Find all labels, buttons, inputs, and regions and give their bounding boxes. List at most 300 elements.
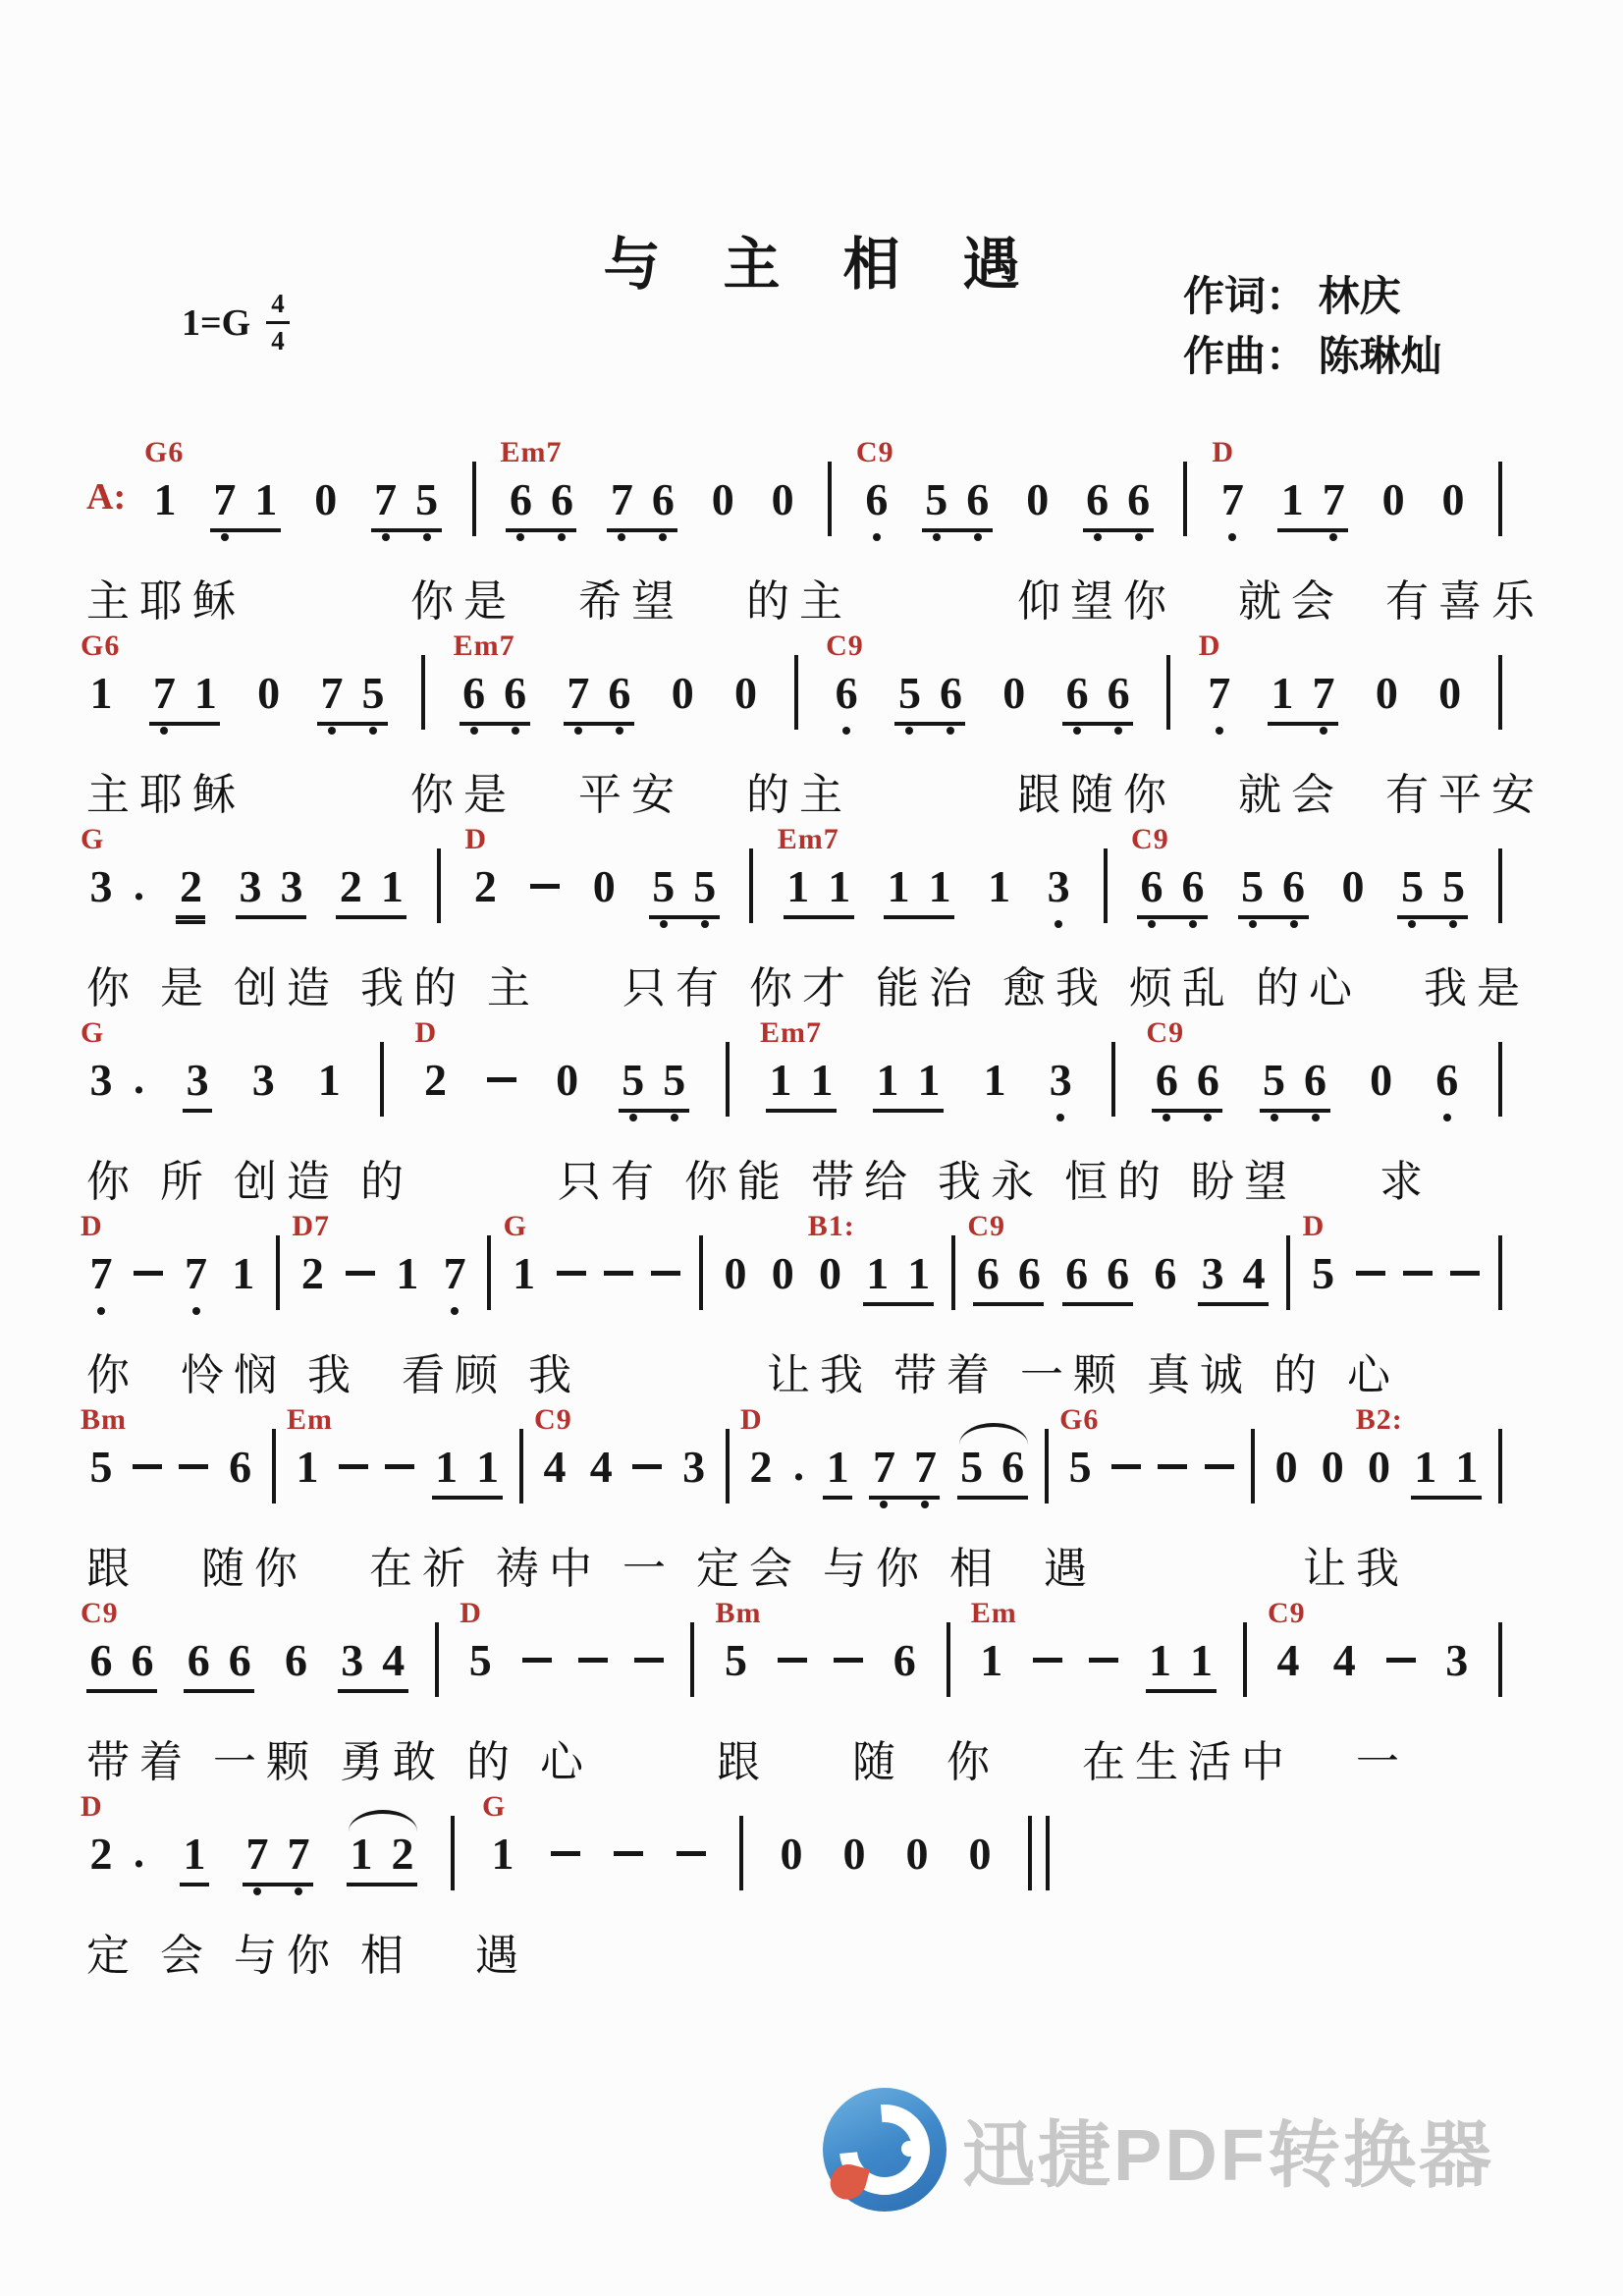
note: 1 bbox=[89, 668, 113, 718]
chord-label: C9 bbox=[81, 1597, 119, 1629]
beam bbox=[86, 861, 146, 915]
aug-dot: . bbox=[134, 1829, 144, 1877]
note: 1 bbox=[1280, 474, 1304, 524]
beam bbox=[922, 474, 993, 532]
note-group bbox=[236, 861, 306, 919]
note-group bbox=[347, 1831, 417, 1886]
note: 5 bbox=[468, 1635, 492, 1685]
section-label: B2: bbox=[1355, 1403, 1403, 1436]
barline bbox=[472, 462, 476, 536]
note: 6 bbox=[187, 1635, 210, 1685]
note-group bbox=[884, 861, 954, 919]
note: 6 bbox=[966, 474, 990, 524]
note: 2 bbox=[391, 1829, 414, 1879]
note: 7 bbox=[1312, 668, 1335, 718]
beam bbox=[149, 668, 220, 726]
note: 5 bbox=[652, 861, 676, 911]
note: 6 bbox=[1155, 1055, 1178, 1105]
time-numerator: 4 bbox=[266, 291, 290, 324]
note: 7 bbox=[245, 1829, 269, 1879]
beam bbox=[236, 861, 306, 919]
beam bbox=[282, 1635, 311, 1689]
beam bbox=[668, 668, 697, 722]
beam bbox=[317, 668, 388, 726]
chord-label: G bbox=[482, 1790, 507, 1823]
time-denominator: 4 bbox=[271, 326, 285, 355]
note: 0 bbox=[556, 1055, 579, 1105]
note-group bbox=[980, 1055, 1009, 1109]
dash-note bbox=[557, 1271, 586, 1276]
note-group bbox=[414, 1016, 450, 1109]
note: 6 bbox=[1086, 474, 1109, 524]
beam bbox=[182, 1248, 211, 1302]
note-group bbox=[243, 1831, 313, 1886]
chord-label: D bbox=[1212, 436, 1235, 468]
chord-label: D7 bbox=[292, 1210, 330, 1242]
beam bbox=[336, 861, 406, 919]
barline bbox=[1498, 1622, 1502, 1697]
beam bbox=[985, 861, 1014, 915]
note-group bbox=[777, 1831, 806, 1883]
note: 5 bbox=[622, 1055, 645, 1105]
note-group bbox=[176, 861, 205, 919]
note-group bbox=[1059, 1403, 1100, 1496]
note-group bbox=[970, 1597, 1017, 1689]
notation-line bbox=[81, 1208, 1502, 1310]
barline bbox=[435, 1622, 439, 1697]
systems bbox=[81, 434, 1544, 1982]
beam bbox=[553, 1055, 582, 1109]
note-group bbox=[564, 668, 634, 726]
chord-label: Em7 bbox=[453, 629, 515, 662]
note-group bbox=[1438, 474, 1468, 528]
beam bbox=[86, 1248, 116, 1302]
note: 2 bbox=[423, 1055, 447, 1105]
beam bbox=[210, 474, 281, 532]
note-group bbox=[534, 1403, 572, 1496]
note: 6 bbox=[865, 474, 889, 524]
note: 7 bbox=[213, 474, 237, 524]
note-group bbox=[248, 1055, 278, 1109]
note: 1 bbox=[917, 1055, 941, 1105]
note-group bbox=[1302, 1210, 1338, 1302]
barline bbox=[487, 1235, 491, 1310]
beam bbox=[863, 1248, 934, 1306]
beam bbox=[1046, 1055, 1075, 1109]
note: 1 bbox=[928, 861, 951, 911]
beam bbox=[973, 1248, 1044, 1306]
note-group bbox=[1433, 1055, 1462, 1109]
barline bbox=[380, 1042, 384, 1117]
note: 6 bbox=[285, 1635, 307, 1685]
note-group bbox=[1212, 436, 1247, 528]
note: 1 bbox=[769, 1055, 792, 1105]
beam bbox=[1364, 1442, 1393, 1496]
note-group bbox=[81, 1597, 157, 1693]
barline bbox=[749, 848, 753, 923]
note: 7 bbox=[320, 668, 344, 718]
beam bbox=[506, 474, 576, 532]
note: 6 bbox=[835, 668, 858, 718]
note: 0 bbox=[771, 474, 794, 524]
note: 6 bbox=[1107, 1248, 1130, 1298]
lyrics-line: 你 所 创造 的 只有 你能 带给 我永 恒的 盼望 求 bbox=[86, 1158, 1433, 1206]
barline bbox=[739, 1816, 743, 1890]
barline bbox=[1251, 1429, 1255, 1503]
note: 6 bbox=[504, 668, 527, 718]
note: 6 bbox=[1127, 474, 1151, 524]
note-group bbox=[1442, 1635, 1472, 1689]
note: 1 bbox=[786, 861, 810, 911]
note-group bbox=[254, 668, 284, 722]
chord-label: C9 bbox=[855, 436, 894, 468]
note: 2 bbox=[473, 861, 497, 911]
beam bbox=[1146, 1635, 1217, 1693]
note: 1 bbox=[810, 1055, 834, 1105]
note: 7 bbox=[567, 668, 590, 718]
note: 1 bbox=[396, 1248, 419, 1298]
beam bbox=[890, 1635, 919, 1689]
note-group bbox=[826, 629, 864, 722]
note-group bbox=[453, 629, 530, 726]
note-group bbox=[336, 861, 406, 919]
chord-label: Bm bbox=[81, 1403, 127, 1436]
note: 1 bbox=[980, 1635, 1003, 1685]
beam bbox=[902, 1831, 932, 1883]
note-group bbox=[182, 1248, 211, 1302]
chord-label: D bbox=[1302, 1210, 1325, 1242]
note: 6 bbox=[1154, 1248, 1177, 1298]
note-group bbox=[586, 1442, 616, 1496]
note: 1 bbox=[296, 1442, 319, 1492]
chord-label: C9 bbox=[1268, 1597, 1306, 1629]
note: 0 bbox=[968, 1829, 992, 1879]
note-group bbox=[649, 861, 720, 919]
note: 7 bbox=[1208, 668, 1231, 718]
chord-label: G bbox=[503, 1210, 527, 1242]
system-row bbox=[81, 1788, 1502, 1982]
note-group bbox=[210, 474, 281, 532]
note: 4 bbox=[543, 1442, 567, 1492]
beam bbox=[1000, 668, 1029, 722]
chord-label: C9 bbox=[1146, 1016, 1185, 1049]
note-group bbox=[589, 861, 619, 915]
chord-label: Em7 bbox=[777, 823, 839, 855]
note-group bbox=[1372, 668, 1401, 722]
beam bbox=[1152, 1055, 1222, 1113]
note: 6 bbox=[1065, 1248, 1089, 1298]
lyrics-line: 你 是 创造 我的 主 只有 你才 能治 愈我 烦乱 的心 我是 bbox=[86, 964, 1530, 1012]
barline bbox=[421, 655, 425, 730]
dash-note bbox=[634, 1658, 664, 1663]
note: 2 bbox=[339, 861, 362, 911]
dash-note bbox=[604, 1271, 633, 1276]
note: 1 bbox=[1455, 1442, 1479, 1492]
beam bbox=[465, 1635, 495, 1689]
beam bbox=[980, 1055, 1009, 1109]
note: 1 bbox=[907, 1248, 931, 1298]
note: 5 bbox=[960, 1442, 984, 1492]
chord-label: D bbox=[1198, 629, 1221, 662]
beam bbox=[586, 1442, 616, 1496]
note-group bbox=[1198, 629, 1234, 722]
note: 2 bbox=[179, 861, 202, 911]
note: 0 bbox=[314, 474, 338, 524]
note: 3 bbox=[1445, 1635, 1469, 1685]
beam bbox=[180, 1831, 209, 1886]
system-row bbox=[81, 628, 1544, 821]
note: 7 bbox=[89, 1248, 113, 1298]
note-group bbox=[144, 436, 185, 528]
note: 6 bbox=[462, 668, 486, 718]
dash-note bbox=[134, 1271, 163, 1276]
note-group bbox=[759, 1016, 837, 1113]
note: 5 bbox=[897, 668, 921, 718]
beam bbox=[1065, 1442, 1095, 1496]
beam bbox=[777, 1831, 806, 1883]
note: 3 bbox=[251, 1055, 275, 1105]
note: 6 bbox=[89, 1635, 113, 1685]
notation-line bbox=[86, 434, 1502, 536]
note: 4 bbox=[1276, 1635, 1300, 1685]
note-group bbox=[922, 474, 993, 532]
beam bbox=[393, 1248, 422, 1302]
dash-note bbox=[1089, 1658, 1118, 1663]
beam bbox=[1271, 1442, 1301, 1496]
note: 6 bbox=[1282, 861, 1305, 911]
aug-dot: . bbox=[793, 1442, 805, 1490]
note: 0 bbox=[257, 668, 281, 718]
barline bbox=[1498, 655, 1502, 730]
note: 5 bbox=[1441, 861, 1465, 911]
note: 6 bbox=[1001, 1442, 1025, 1492]
barline bbox=[1243, 1622, 1247, 1697]
beam bbox=[1329, 1635, 1359, 1689]
note: 5 bbox=[725, 1635, 747, 1685]
beam bbox=[184, 1635, 254, 1693]
beam bbox=[607, 474, 677, 532]
note-group bbox=[967, 1210, 1044, 1306]
note: 1 bbox=[1271, 668, 1294, 718]
chord-label: Em7 bbox=[500, 436, 563, 468]
lyrics-line: 你 怜悯 我 看顾 我 让我 带着 一颗 真诚 的 心 bbox=[86, 1351, 1400, 1399]
beam bbox=[1083, 474, 1154, 532]
note-group bbox=[1131, 823, 1208, 919]
beam bbox=[420, 1055, 450, 1109]
barline bbox=[1104, 848, 1108, 923]
barline bbox=[519, 1429, 523, 1503]
note: 6 bbox=[1181, 861, 1205, 911]
dash-note bbox=[1386, 1658, 1416, 1663]
note: 1 bbox=[193, 668, 217, 718]
beam bbox=[873, 1055, 944, 1113]
chord-label: G6 bbox=[1059, 1403, 1100, 1436]
note: 6 bbox=[1435, 1055, 1459, 1105]
song-title: 与主相遇 bbox=[603, 233, 1083, 297]
note-group bbox=[1151, 1248, 1180, 1302]
beam bbox=[1062, 1248, 1133, 1306]
chord-label: D bbox=[81, 1210, 103, 1242]
note-group bbox=[1268, 1597, 1306, 1689]
note: 1 bbox=[380, 861, 404, 911]
chord-label: D bbox=[460, 1597, 482, 1629]
note-group bbox=[894, 668, 965, 726]
beam bbox=[1379, 474, 1408, 528]
note: 3 bbox=[1049, 1055, 1072, 1105]
beam bbox=[1217, 474, 1247, 528]
beam bbox=[540, 1442, 569, 1496]
note: 7 bbox=[1220, 474, 1244, 524]
beam bbox=[488, 1831, 517, 1883]
note: 1 bbox=[491, 1829, 514, 1879]
beam bbox=[86, 1442, 116, 1496]
note: 0 bbox=[1002, 668, 1026, 718]
beam bbox=[1273, 1635, 1303, 1689]
barline bbox=[726, 1429, 730, 1503]
note: 6 bbox=[1017, 1248, 1041, 1298]
time-signature bbox=[266, 291, 290, 355]
beam bbox=[766, 1055, 837, 1113]
dash-note bbox=[614, 1851, 643, 1856]
aug-dot: . bbox=[134, 861, 144, 909]
note: 0 bbox=[724, 1248, 747, 1298]
beam bbox=[371, 474, 442, 532]
note: 4 bbox=[1242, 1248, 1266, 1298]
note: 7 bbox=[872, 1442, 895, 1492]
beam bbox=[338, 1635, 408, 1693]
note: 2 bbox=[89, 1829, 113, 1879]
note-group bbox=[679, 1442, 709, 1496]
beam bbox=[721, 1248, 750, 1302]
note: 3 bbox=[341, 1635, 364, 1685]
note-group bbox=[282, 1635, 311, 1689]
note: 0 bbox=[592, 861, 616, 911]
note-group bbox=[1277, 474, 1348, 532]
system-row bbox=[81, 1208, 1502, 1401]
note-group bbox=[503, 1210, 539, 1302]
beam bbox=[311, 474, 341, 528]
note-group bbox=[287, 1403, 334, 1496]
note: 3 bbox=[682, 1442, 706, 1492]
note: 1 bbox=[866, 1248, 890, 1298]
beam bbox=[1442, 1635, 1472, 1689]
beam bbox=[823, 1442, 852, 1500]
note: 6 bbox=[1304, 1055, 1326, 1105]
chord-label: G6 bbox=[81, 629, 121, 662]
note: 0 bbox=[1026, 474, 1050, 524]
note: 0 bbox=[1341, 861, 1365, 911]
chord-label: C9 bbox=[967, 1210, 1005, 1242]
dash-note bbox=[1403, 1271, 1433, 1276]
note-group bbox=[81, 1790, 146, 1883]
beam bbox=[1137, 861, 1208, 919]
section-label: B1: bbox=[807, 1210, 855, 1242]
beam bbox=[1309, 1248, 1338, 1302]
beam bbox=[248, 1055, 278, 1109]
note-group bbox=[1355, 1403, 1482, 1500]
note-group bbox=[440, 1248, 469, 1302]
beam bbox=[86, 1831, 146, 1883]
note: 1 bbox=[1149, 1635, 1171, 1685]
note-group bbox=[668, 668, 697, 722]
beam bbox=[1438, 474, 1468, 528]
note: 5 bbox=[1263, 1055, 1285, 1105]
beam bbox=[722, 1635, 751, 1689]
note: 0 bbox=[842, 1829, 866, 1879]
note-group bbox=[1146, 1016, 1222, 1113]
chord-label: C9 bbox=[826, 629, 864, 662]
note-group bbox=[371, 474, 442, 532]
dash-note bbox=[385, 1464, 414, 1469]
note: 1 bbox=[232, 1248, 255, 1298]
chord-label: D bbox=[81, 1790, 103, 1823]
composer-credit: 作曲： 陈琳灿 bbox=[1183, 332, 1442, 379]
notation-line bbox=[81, 628, 1502, 730]
note: 0 bbox=[1370, 1055, 1393, 1105]
note: 6 bbox=[229, 1442, 252, 1492]
note: 5 bbox=[415, 474, 439, 524]
note: 4 bbox=[589, 1442, 613, 1492]
logo-dot bbox=[901, 2141, 917, 2157]
barline bbox=[1498, 1042, 1502, 1117]
note: 7 bbox=[610, 474, 633, 524]
dash-note bbox=[578, 1658, 608, 1663]
note-group bbox=[432, 1442, 503, 1500]
beam bbox=[1023, 474, 1053, 528]
chord-label: D bbox=[464, 823, 488, 855]
beam bbox=[619, 1055, 689, 1113]
note: 7 bbox=[443, 1248, 466, 1298]
note-group bbox=[184, 1635, 254, 1693]
beam bbox=[1318, 1442, 1347, 1496]
lyrics-line: 主耶稣 你是 平安 的主 跟随你 就会 有平安 bbox=[86, 771, 1544, 819]
note: 0 bbox=[671, 668, 694, 718]
note: 1 bbox=[513, 1248, 536, 1298]
beam bbox=[1044, 861, 1073, 915]
watermark bbox=[823, 2088, 1494, 2212]
note-group bbox=[607, 474, 677, 532]
note-group bbox=[985, 861, 1014, 915]
note: 6 bbox=[1140, 861, 1163, 911]
note-group bbox=[1062, 668, 1133, 726]
note: 6 bbox=[1065, 668, 1089, 718]
chord-label: G bbox=[81, 823, 105, 855]
note: 3 bbox=[239, 861, 262, 911]
note: 0 bbox=[1438, 668, 1462, 718]
note-group bbox=[1146, 1635, 1217, 1693]
note-group bbox=[553, 1055, 582, 1109]
beam bbox=[649, 861, 720, 919]
notation-line bbox=[81, 1788, 1502, 1890]
beam bbox=[746, 1442, 806, 1496]
credits bbox=[1183, 267, 1442, 387]
note: 0 bbox=[771, 1248, 794, 1298]
barline bbox=[1286, 1235, 1290, 1310]
dash-note bbox=[179, 1464, 208, 1469]
note-group bbox=[317, 668, 388, 726]
note: 3 bbox=[89, 861, 113, 911]
note-group bbox=[149, 668, 220, 726]
note: 7 bbox=[185, 1248, 208, 1298]
note: 0 bbox=[711, 474, 734, 524]
beam bbox=[731, 668, 761, 722]
note-group bbox=[1062, 1248, 1133, 1306]
note: 7 bbox=[1322, 474, 1345, 524]
system-row bbox=[86, 434, 1544, 628]
note-group bbox=[816, 1248, 845, 1302]
note-group bbox=[740, 1403, 806, 1496]
notation-line bbox=[81, 1595, 1502, 1697]
